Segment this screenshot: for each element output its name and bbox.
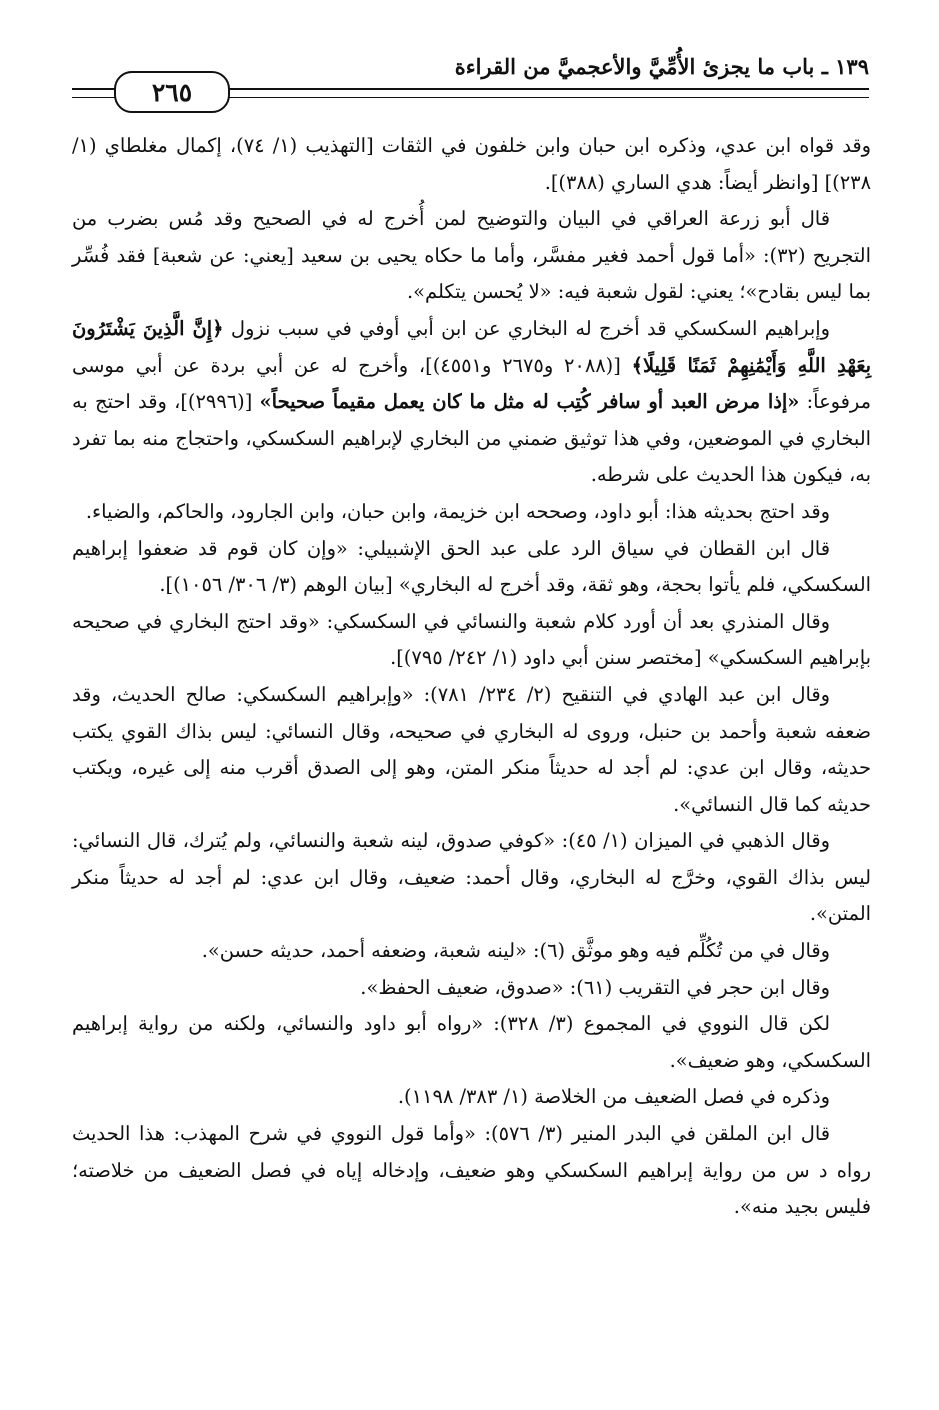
paragraph-ibn-al-mulaqqin: قال ابن الملقن في البدر المنير (٣/ ٥٧٦): «وأما قول النووي في شرح المهذب: هذا الحديث رواه د س من رواية إبراهيم السكسكي وهو ضعيف، وإدخاله إياه في فصل الضعيف من خلاصته؛ فليس بجيد منه». — [72, 1122, 871, 1219]
paragraph-tawthiq-ibn-adi: وقد قواه ابن عدي، وذكره ابن حبان وابن خلفون في الثقات [التهذيب (١/ ٧٤)، إكمال مغلطاي (١/ ٢٣٨)] [وانظر أيضاً: هدي الساري (٣٨٨)]. — [72, 134, 872, 194]
paragraph-man-tukullima-fihi: وقال في من تُكُلِّم فيه وهو موثَّق (٦): «لينه شعبة، وضعفه أحمد، حديثه حسن». — [201, 939, 830, 963]
paragraph-text: [(٢٠٨٨ و٢٦٧٥ و٤٥٥١)]، وأخرج له عن أبي بردة عن أبي موسى مرفوعاً: — [72, 353, 872, 414]
paragraph-abu-zura: قال أبو زرعة العراقي في البيان والتوضيح لمن أُخرج له في الصحيح وقد مُس بضرب من التجريح (٣٢): «أما قول أحمد فغير مفسَّر، وأما ما حكاه يحيى بن سعيد [يعني: عن شعبة] فقد فُسِّر بما ليس بقادح»؛ يعني: لقول شعبة فيه: «لا يُحسن يتكلم». — [72, 207, 871, 304]
paragraph-text: وإبراهيم السكسكي قد أخرج له البخاري عن ابن أبي أوفي في سبب نزول — [223, 316, 830, 340]
paragraph-ihtijaj-list: وقد احتج بحديثه هذا: أبو داود، وصححه ابن خزيمة، وابن حبان، وابن الجارود، والحاكم، والضياء. — [85, 499, 830, 523]
page-header — [72, 52, 869, 112]
paragraph-text: [(٢٩٩٦)]، وقد احتج به البخاري في الموضعين، وفي هذا توثيق ضمني من البخاري لإبراهيم السكسكي، واحتجاج منه بما تفرد به، فيكون هذا الحديث على شرطه. — [72, 390, 871, 487]
paragraph-bukhari-ihtijaj — [72, 311, 871, 494]
paragraph-al-mundhiri: وقال المنذري بعد أن أورد كلام شعبة والنسائي في السكسكي: «وقد احتج البخاري في صحيحه بإبراهيم السكسكي» [مختصر سنن أبي داود (١/ ٢٤٢/ ٧٩٥)]. — [72, 609, 871, 670]
paragraph-ibn-al-qattan: قال ابن القطان في سياق الرد على عبد الحق الإشبيلي: «وإن كان قوم قد ضعفوا إبراهيم السكسكي، فلم يأتوا بحجة، وهو ثقة، وقد أخرج له البخاري» [بيان الوهم (٣/ ٣٠٦/ ١٠٥٦)]. — [72, 536, 871, 597]
hadith-text: «إذا مرض العبد أو سافر كُتِب له مثل ما كان يعمل مقيماً صحيحاً» — [259, 390, 800, 414]
quran-verse: ﴿إِنَّ الَّذِينَ يَشْتَرُونَ بِعَهْدِ اللَّهِ وَأَيْمَٰنِهِمْ ثَمَنًا قَلِيلًا﴾ — [72, 316, 872, 377]
main-text — [72, 128, 871, 1226]
running-title: ١٣٩ ـ باب ما يجزئ الأُمِّيَّ والأعجميَّ من القراءة — [454, 54, 869, 79]
page-number-frame — [114, 71, 230, 113]
paragraph-ibn-abd-al-hadi: وقال ابن عبد الهادي في التنقيح (٢/ ٢٣٤/ ٧٨١): «وإبراهيم السكسكي: صالح الحديث، وقد ضعفه شعبة وأحمد بن حنبل، وروى له البخاري في صحيحه، وقال النسائي: ليس بذاك القوي يكتب حديثه، وقال ابن عدي: لم أجد له حديثاً منكر المتن، وهو إلى الصدق أقرب منه إلى غيره، ويكتب حديثه كما قال النسائي». — [72, 682, 871, 816]
paragraph-an-nawawi: لكن قال النووي في المجموع (٣/ ٣٢٨): «رواه أبو داود والنسائي، ولكنه من رواية إبراهيم السكسكي، وهو ضعيف». — [72, 1012, 871, 1072]
page-number: ٢٦٥ — [151, 77, 193, 107]
paragraph-al-khulasa: وذكره في فصل الضعيف من الخلاصة (١/ ٣٨٣/ ١١٩٨). — [397, 1085, 830, 1109]
paragraph-adh-dhahabi: وقال الذهبي في الميزان (١/ ٤٥): «كوفي صدوق، لينه شعبة والنسائي، ولم يُترك، قال النسائي: ليس بذاك القوي، وخرَّج له البخاري، وقال أحمد: ضعيف، وقال ابن عدي: لم أجد له حديثاً منكر المتن». — [72, 829, 871, 926]
paragraph-ibn-hajar: وقال ابن حجر في التقريب (٦١): «صدوق، ضعيف الحفظ». — [360, 975, 830, 999]
